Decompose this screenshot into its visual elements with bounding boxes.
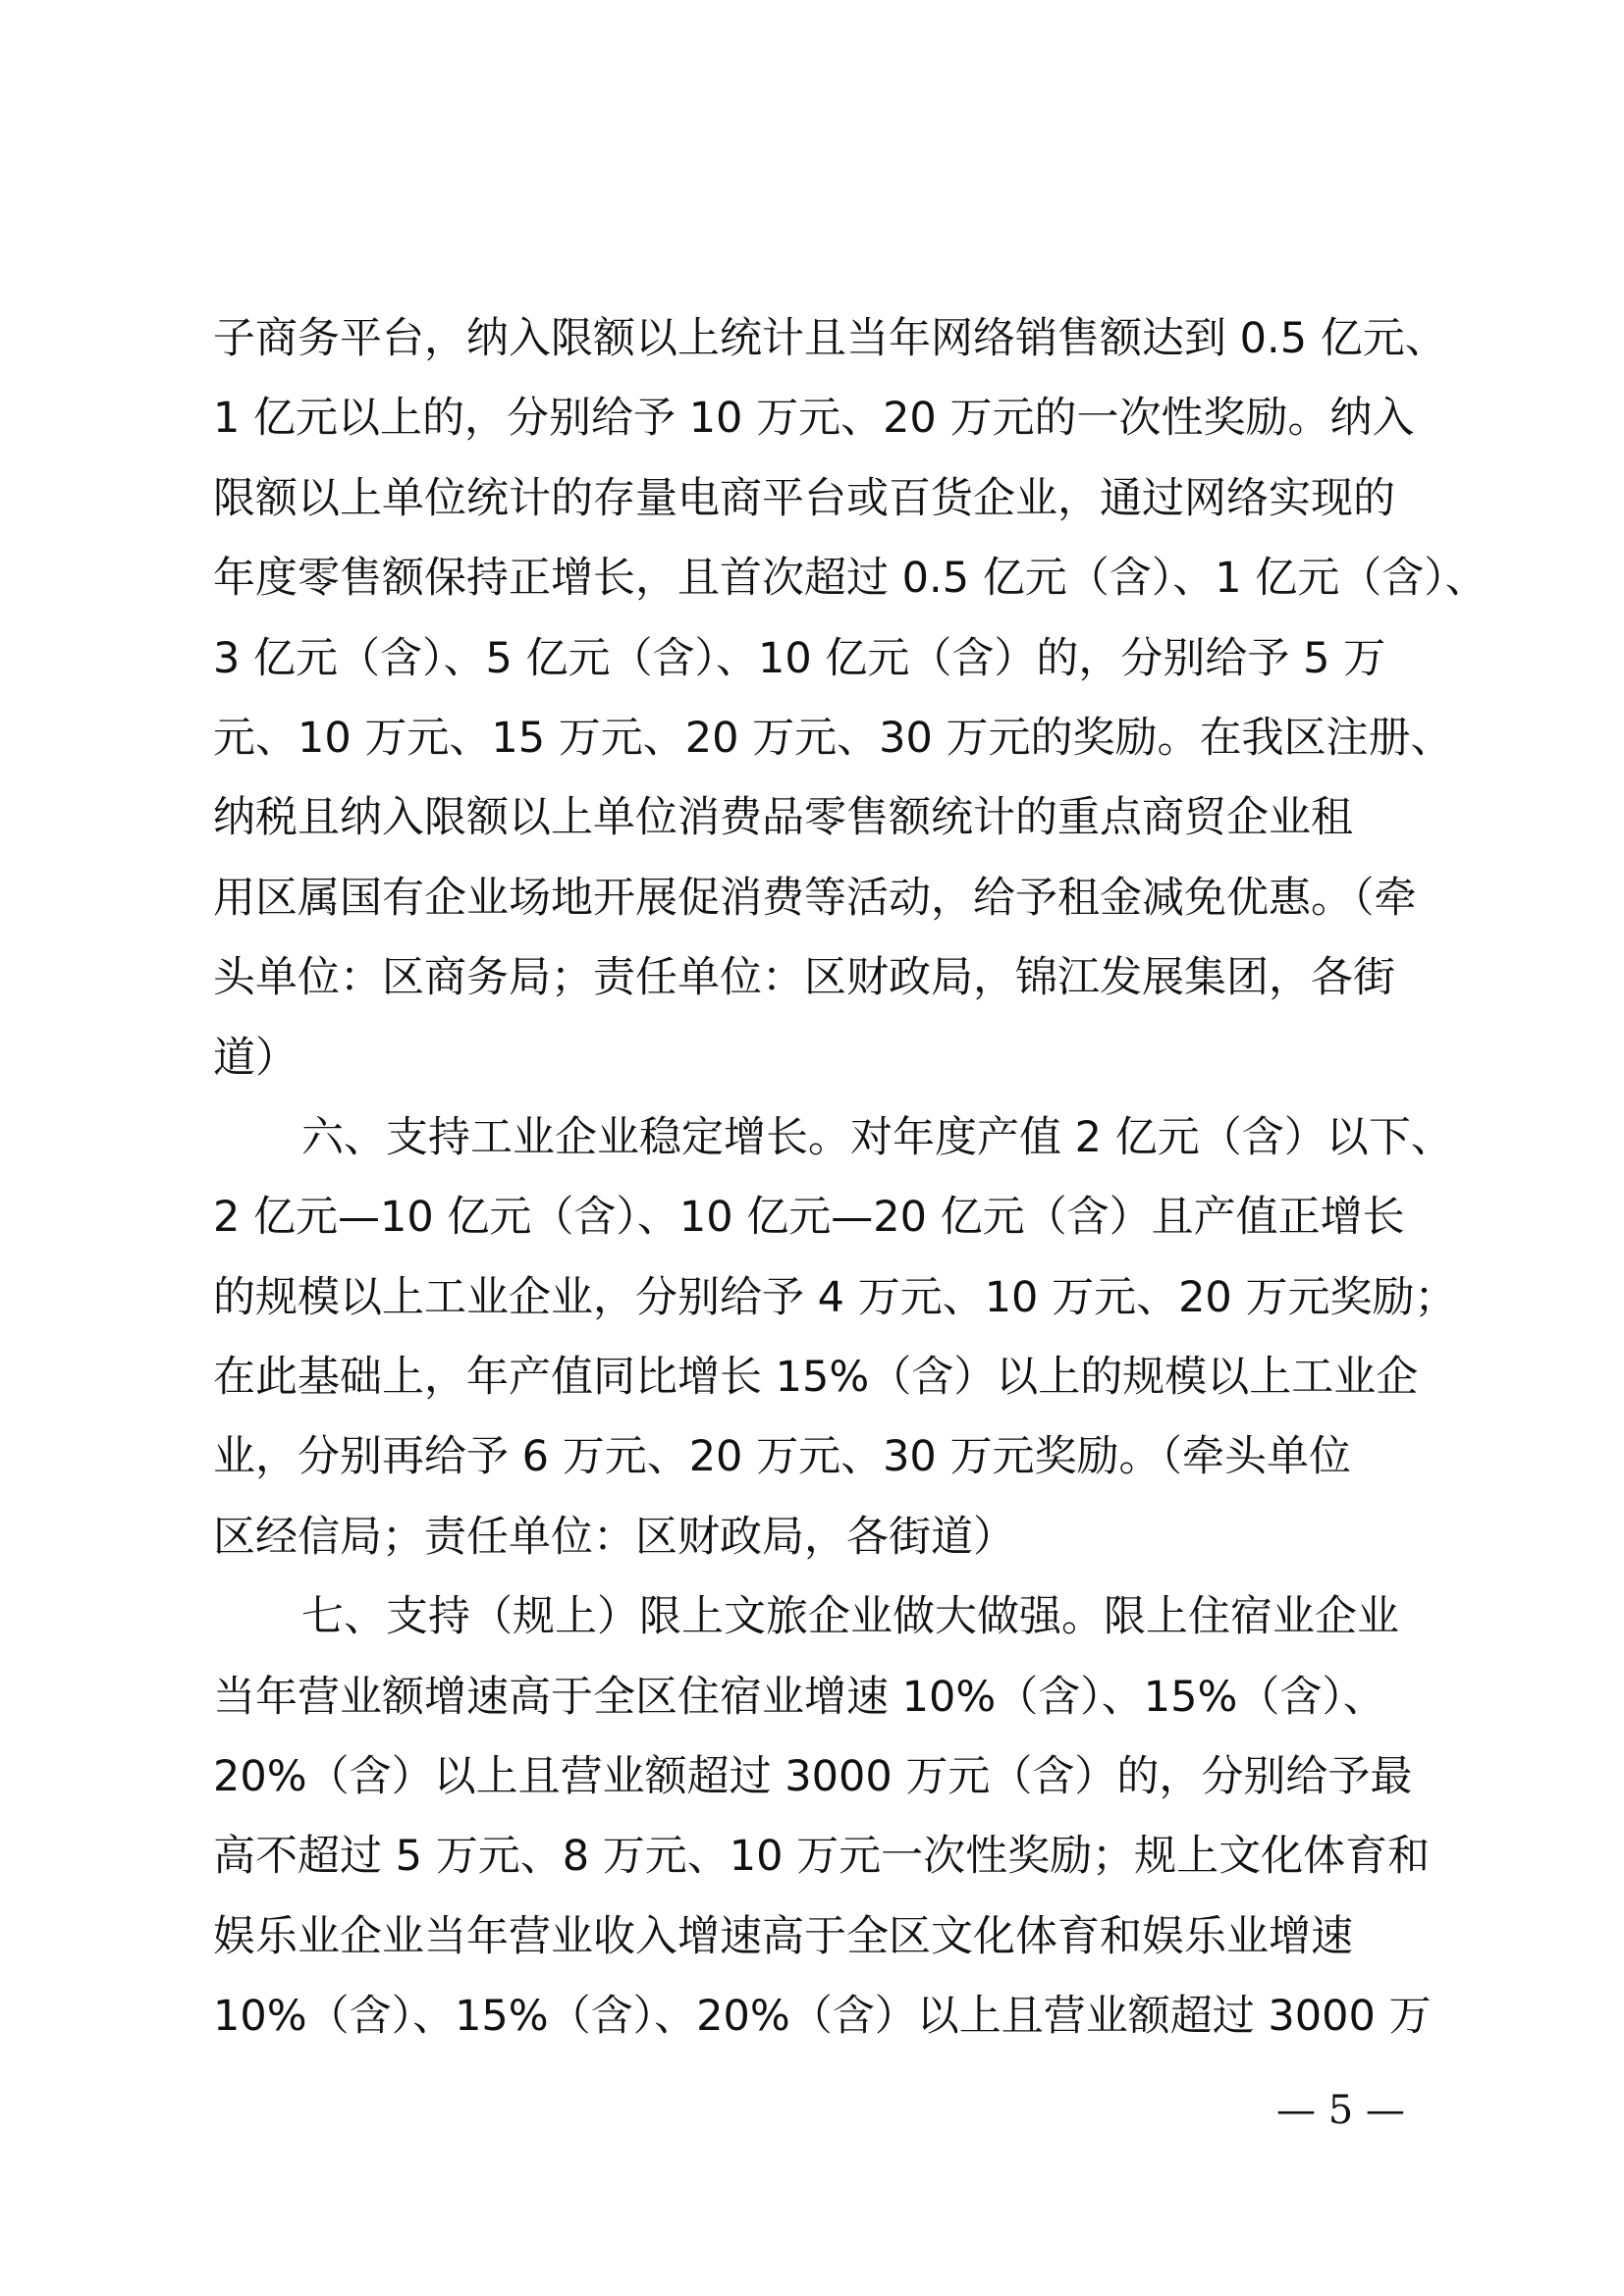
text-line: 2 亿元—10 亿元（含）、10 亿元—20 亿元（含）且产值正增长 xyxy=(213,1193,1405,1243)
text-line: 1 亿元以上的，分别给予 10 万元、20 万元的一次性奖励。纳入 xyxy=(213,394,1415,444)
text-line: 子商务平台，纳入限额以上统计且当年网络销售额达到 0.5 亿元、 xyxy=(213,314,1447,363)
text-line: 20%（含）以上且营业额超过 3000 万元（含）的，分别给予最 xyxy=(213,1752,1413,1802)
text-line: 年度零售额保持正增长，且首次超过 0.5 亿元（含）、1 亿元（含）、 xyxy=(213,554,1488,604)
page-number: — 5 — xyxy=(1276,2088,1405,2133)
text-line: 的规模以上工业企业，分别给予 4 万元、10 万元、20 万元奖励； xyxy=(213,1272,1457,1322)
text-line: 高不超过 5 万元、8 万元、10 万元一次性奖励；规上文化体育和 xyxy=(213,1832,1431,1882)
document-body xyxy=(213,299,1488,2057)
text-line: 娱乐业企业当年营业收入增速高于全区文化体育和娱乐业增速 xyxy=(213,1911,1353,1961)
text-line: 业，分别再给予 6 万元、20 万元、30 万元奖励。（牵头单位 xyxy=(213,1432,1351,1482)
text-line: 区经信局；责任单位：区财政局，各街道） xyxy=(213,1512,1015,1562)
text-line: 在此基础上，年产值同比增长 15%（含）以上的规模以上工业企 xyxy=(213,1353,1419,1403)
section-heading-line: 七、支持（规上）限上文旅企业做大做强。限上住宿业企业 xyxy=(301,1592,1399,1642)
text-line: 10%（含）、15%（含）、20%（含）以上且营业额超过 3000 万 xyxy=(213,1992,1432,2042)
text-line: 限额以上单位统计的存量电商平台或百货企业，通过网络实现的 xyxy=(213,473,1395,523)
text-line: 纳税且纳入限额以上单位消费品零售额统计的重点商贸企业租 xyxy=(213,793,1353,843)
section-heading-line: 六、支持工业企业稳定增长。对年度产值 2 亿元（含）以下、 xyxy=(301,1112,1453,1162)
text-line: 用区属国有企业场地开展促消费等活动，给予租金减免优惠。（牵 xyxy=(213,873,1417,923)
text-line: 3 亿元（含）、5 亿元（含）、10 亿元（含）的，分别给予 5 万 xyxy=(213,633,1386,683)
text-line: 头单位：区商务局；责任单位：区财政局，锦江发展集团，各街 xyxy=(213,953,1395,1003)
text-line: 元、10 万元、15 万元、20 万元、30 万元的奖励。在我区注册、 xyxy=(213,713,1453,763)
text-line: 当年营业额增速高于全区住宿业增速 10%（含）、15%（含）、 xyxy=(213,1672,1385,1722)
text-line: 道） xyxy=(213,1033,298,1083)
